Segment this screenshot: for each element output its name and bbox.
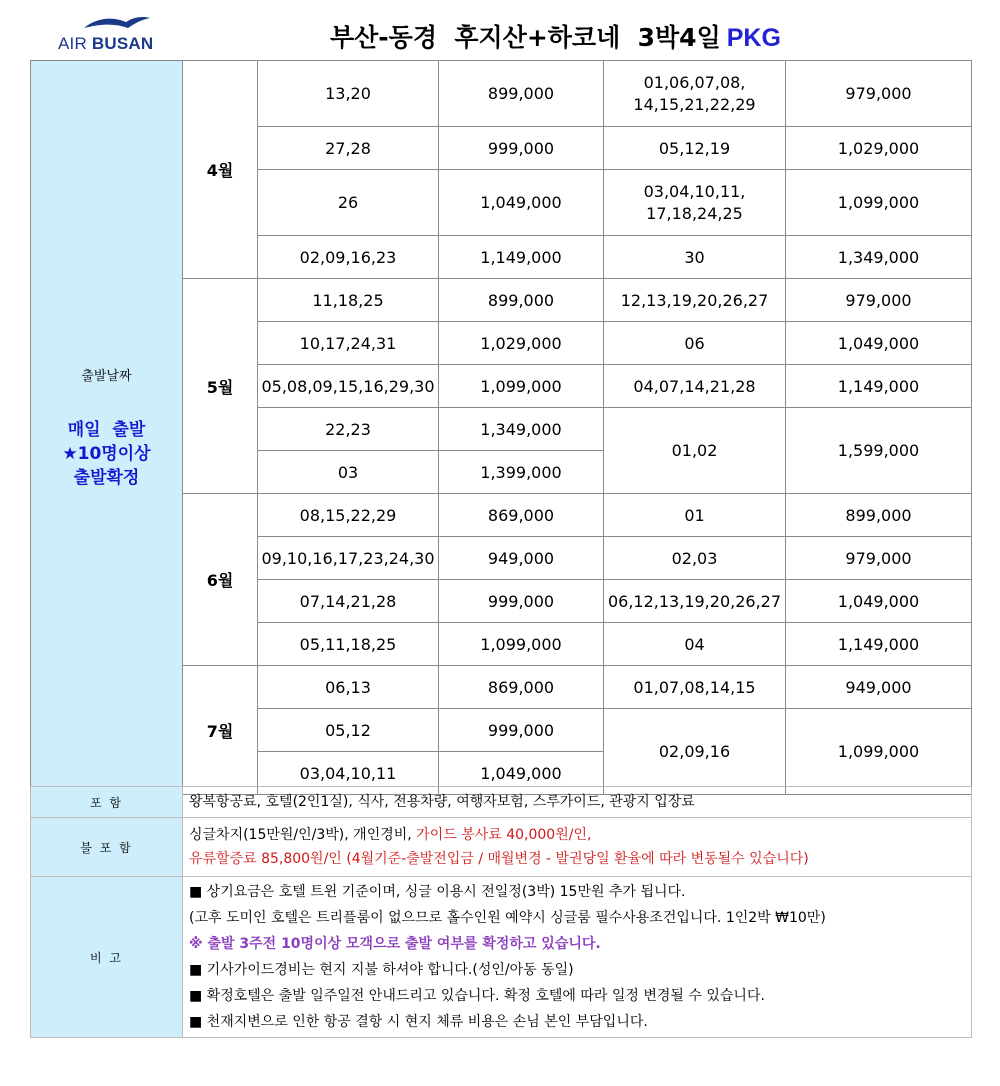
departure-date-label: 출발날짜: [81, 369, 132, 384]
include-label: 포 함: [31, 787, 183, 818]
dates-cell: 03,04,10,11, 17,18,24,25: [604, 170, 786, 236]
price-cell: 869,000: [439, 666, 604, 709]
dates-cell: 30: [604, 236, 786, 279]
price-cell: 899,000: [439, 279, 604, 322]
bird-icon: [82, 14, 152, 36]
dates-cell: 22,23: [258, 408, 439, 451]
exclude-cell: [183, 818, 972, 877]
month-june: 6월: [183, 494, 258, 666]
dates-cell: 02,03: [604, 537, 786, 580]
dates-cell: 07,14,21,28: [258, 580, 439, 623]
remark-line: ■ 기사가이드경비는 현지 지불 하셔야 합니다.(성인/아동 동일): [189, 962, 574, 978]
dates-cell: 09,10,16,17,23,24,30: [258, 537, 439, 580]
notes-table: [30, 786, 972, 1038]
dates-cell: 06,12,13,19,20,26,27: [604, 580, 786, 623]
logo-air: AIR: [58, 34, 87, 53]
price-cell: 1,099,000: [786, 709, 972, 795]
dates-cell: 26: [258, 170, 439, 236]
remark-cell: [183, 877, 972, 1038]
dates-cell: 02,09,16: [604, 709, 786, 795]
dates-cell: 06: [604, 322, 786, 365]
dates-cell: 13,20: [258, 61, 439, 127]
price-cell: 1,599,000: [786, 408, 972, 494]
dates-cell: 27,28: [258, 127, 439, 170]
price-cell: 1,029,000: [786, 127, 972, 170]
dates-cell: 01,07,08,14,15: [604, 666, 786, 709]
departure-confirmed: 출발확정: [73, 468, 140, 488]
pkg-badge: PKG: [726, 24, 781, 52]
price-cell: 1,149,000: [786, 365, 972, 408]
price-cell: 899,000: [439, 61, 604, 127]
table-row: [31, 61, 972, 127]
dates-cell: 04: [604, 623, 786, 666]
price-cell: 1,349,000: [786, 236, 972, 279]
price-cell: 949,000: [439, 537, 604, 580]
fuel-surcharge-text: 유류할증료 85,800원/인 (4월기준-출발전입금 / 매월변경 - 발권당일 환율에 따라 변동될수 있습니다): [189, 851, 809, 867]
dates-cell: 03,04,10,11: [258, 752, 439, 795]
remark-line-highlight: ※ 출발 3주전 10명이상 모객으로 출발 여부를 확정하고 있습니다.: [189, 936, 601, 952]
dates-cell: 12,13,19,20,26,27: [604, 279, 786, 322]
price-cell: 1,149,000: [786, 623, 972, 666]
remark-line: (고후 도미인 호텔은 트리플룸이 없으므로 홀수인원 예약시 싱글룸 필수사용조건입니다. 1인2박 ₩10만): [189, 910, 826, 926]
departure-info-cell: [31, 61, 183, 795]
price-cell: 1,149,000: [439, 236, 604, 279]
price-table: [30, 60, 972, 795]
dates-cell: 01,02: [604, 408, 786, 494]
price-cell: 979,000: [786, 279, 972, 322]
exclude-text: 싱글차지(15만원/인/3박), 개인경비,: [189, 827, 417, 843]
price-cell: 949,000: [786, 666, 972, 709]
price-cell: 899,000: [786, 494, 972, 537]
dates-cell: 06,13: [258, 666, 439, 709]
daily-departure: 매일 출발: [67, 420, 146, 440]
month-july: 7월: [183, 666, 258, 795]
min-people-note: ★10명이상: [62, 444, 151, 464]
month-may: 5월: [183, 279, 258, 494]
dates-cell: 01: [604, 494, 786, 537]
price-cell: 1,049,000: [786, 580, 972, 623]
dates-cell: 05,12,19: [604, 127, 786, 170]
exclude-label: 불 포 함: [31, 818, 183, 877]
price-cell: 979,000: [786, 537, 972, 580]
dates-cell: 05,12: [258, 709, 439, 752]
month-april: 4월: [183, 61, 258, 279]
title-text: 부산-동경 후지산+하코네 3박4일: [330, 23, 721, 52]
price-cell: 999,000: [439, 709, 604, 752]
header: [0, 0, 1000, 60]
dates-cell: 05,08,09,15,16,29,30: [258, 365, 439, 408]
dates-cell: 04,07,14,21,28: [604, 365, 786, 408]
dates-cell: 08,15,22,29: [258, 494, 439, 537]
include-row: [31, 787, 972, 818]
price-cell: 1,049,000: [786, 322, 972, 365]
remark-line: ■ 천재지변으로 인한 항공 결항 시 현지 체류 비용은 손님 본인 부담입니다.: [189, 1014, 648, 1030]
price-cell: 1,399,000: [439, 451, 604, 494]
remark-label: 비 고: [31, 877, 183, 1038]
air-busan-logo: [58, 14, 168, 56]
remark-row: [31, 877, 972, 1038]
page-title: [330, 18, 781, 54]
price-cell: 1,029,000: [439, 322, 604, 365]
price-cell: 999,000: [439, 580, 604, 623]
dates-cell: 10,17,24,31: [258, 322, 439, 365]
guide-fee-text: 가이드 봉사료 40,000원/인,: [416, 827, 592, 843]
exclude-row: [31, 818, 972, 877]
logo-busan: BUSAN: [91, 34, 154, 53]
price-cell: 1,049,000: [439, 170, 604, 236]
price-cell: 1,349,000: [439, 408, 604, 451]
dates-cell: 11,18,25: [258, 279, 439, 322]
dates-cell: 02,09,16,23: [258, 236, 439, 279]
price-cell: 979,000: [786, 61, 972, 127]
price-cell: 999,000: [439, 127, 604, 170]
dates-cell: 01,06,07,08, 14,15,21,22,29: [604, 61, 786, 127]
price-cell: 1,099,000: [786, 170, 972, 236]
remark-line: ■ 상기요금은 호텔 트윈 기준이며, 싱글 이용시 전일정(3박) 15만원 추가 됩니다.: [189, 884, 686, 900]
price-cell: 1,099,000: [439, 623, 604, 666]
price-cell: 1,049,000: [439, 752, 604, 795]
price-cell: 1,099,000: [439, 365, 604, 408]
include-text: 왕복항공료, 호텔(2인1실), 식사, 전용차량, 여행자보험, 스루가이드, 관광지 입장료: [183, 787, 972, 818]
dates-cell: 03: [258, 451, 439, 494]
dates-cell: 05,11,18,25: [258, 623, 439, 666]
remark-line: ■ 확정호텔은 출발 일주일전 안내드리고 있습니다. 확정 호텔에 따라 일정 변경될 수 있습니다.: [189, 988, 765, 1004]
price-cell: 869,000: [439, 494, 604, 537]
